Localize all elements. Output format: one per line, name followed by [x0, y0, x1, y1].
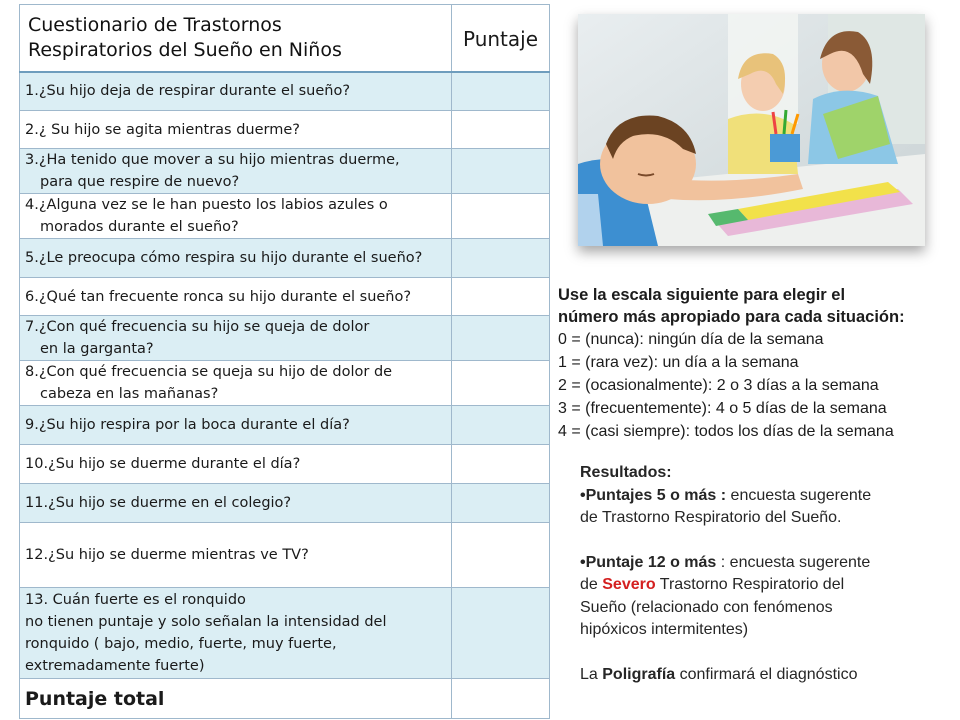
photo-illustration [578, 14, 925, 246]
score-cell-10[interactable] [452, 445, 550, 484]
score-cell-5[interactable] [452, 239, 550, 278]
questionnaire-table [19, 4, 550, 719]
question-8-line-1: 8.¿Con qué frecuencia se queja su hijo de dolor de [25, 364, 393, 380]
score-cell-6[interactable] [452, 278, 550, 316]
result-5-line-2: de Trastorno Respiratorio del Sueño. [580, 509, 842, 526]
question-13-line-2: no tienen puntaje y solo señalan la intensidad del [25, 614, 387, 630]
question-13-line-4: extremadamente fuerte) [25, 658, 205, 674]
title-line-2: Respiratorios del Sueño en Niños [28, 38, 342, 61]
question-9 [20, 406, 452, 445]
question-7 [20, 316, 452, 361]
scale-item-3: 3 = (frecuentemente): 4 o 5 días de la semana [558, 400, 887, 417]
results-heading: Resultados: [580, 464, 672, 481]
table-row [20, 239, 550, 278]
question-1 [20, 72, 452, 111]
question-5-text: 5.¿Le preocupa cómo respira su hijo durante el sueño? [25, 250, 423, 266]
confirmation-note [580, 664, 950, 687]
table-row [20, 523, 550, 588]
result-12-line-3: Sueño (relacionado con fenómenos [580, 598, 833, 616]
table-row [20, 361, 550, 406]
question-11 [20, 484, 452, 523]
score-cell-8[interactable] [452, 361, 550, 406]
question-3-line-2: para que respire de nuevo? [40, 174, 240, 190]
result-5-text: encuesta sugerente [726, 486, 872, 504]
result-12-post: Trastorno Respiratorio del [655, 576, 845, 593]
table-row [20, 149, 550, 194]
table-row [20, 194, 550, 239]
score-cell-9[interactable] [452, 406, 550, 445]
question-8-line-2: cabeza en las mañanas? [40, 386, 219, 402]
table-row [20, 406, 550, 445]
question-7-line-2: en la garganta? [40, 341, 154, 357]
severe-highlight: Severo [602, 576, 656, 593]
results-section [580, 462, 950, 686]
score-cell-4[interactable] [452, 194, 550, 239]
question-13-line-3: ronquido ( bajo, medio, fuerte, muy fuerte, [25, 636, 337, 652]
question-4-line-1: 4.¿Alguna vez se le han puesto los labios azules o [25, 197, 388, 213]
table-row [20, 278, 550, 316]
table-row [20, 588, 550, 679]
question-6 [20, 278, 452, 316]
children-sleeping-photo [578, 14, 925, 246]
question-4-line-2: morados durante el sueño? [40, 219, 239, 235]
questionnaire-title [20, 5, 452, 72]
question-13-line-1: 13. Cuán fuerte es el ronquido [25, 592, 246, 608]
polygraphy-term: Poligrafía [602, 665, 676, 683]
result-12-text: : encuesta sugerente [716, 553, 871, 571]
score-cell-11[interactable] [452, 484, 550, 523]
total-score-cell[interactable] [452, 679, 550, 719]
confirmation-post: confirmará el diagnóstico [675, 665, 858, 683]
question-10 [20, 445, 452, 484]
question-6-text: 6.¿Qué tan frecuente ronca su hijo durante el sueño? [25, 288, 412, 305]
question-3-line-1: 3.¿Ha tenido que mover a su hijo mientras duerme, [25, 152, 400, 168]
question-7-line-1: 7.¿Con qué frecuencia su hijo se queja de dolor [25, 319, 370, 335]
question-3 [20, 149, 452, 194]
score-cell-1[interactable] [452, 72, 550, 111]
table-header-row [20, 5, 550, 72]
table-row [20, 316, 550, 361]
question-8 [20, 361, 452, 406]
result-12-label: •Puntaje 12 o más [580, 553, 717, 571]
question-11-text: 11.¿Su hijo se duerme en el colegio? [25, 495, 292, 511]
title-line-1: Cuestionario de Trastornos [28, 13, 282, 36]
scale-item-0: 0 = (nunca): ningún día de la semana [558, 331, 824, 348]
total-row [20, 679, 550, 719]
score-cell-12[interactable] [452, 523, 550, 588]
total-label: Puntaje total [20, 679, 452, 719]
question-2 [20, 111, 452, 149]
question-10-text: 10.¿Su hijo se duerme durante el día? [25, 456, 301, 472]
scale-item-2: 2 = (ocasionalmente): 2 o 3 días a la semana [558, 377, 879, 394]
question-4 [20, 194, 452, 239]
score-column-header: Puntaje [452, 5, 550, 72]
table-row [20, 111, 550, 149]
score-cell-7[interactable] [452, 316, 550, 361]
question-2-text: 2.¿ Su hijo se agita mientras duerme? [25, 121, 300, 138]
table-row [20, 484, 550, 523]
question-5 [20, 239, 452, 278]
result-12-or-more [580, 552, 950, 575]
scale-item-4: 4 = (casi siempre): todos los días de la semana [558, 423, 894, 440]
scale-intro-line-2: número más apropiado para cada situación: [558, 308, 905, 326]
confirmation-pre: La [580, 665, 603, 683]
scale-intro-line-1: Use la escala siguiente para elegir el [558, 286, 846, 304]
result-5-or-more [580, 485, 950, 508]
result-12-pre: de [580, 576, 603, 593]
question-1-text: 1.¿Su hijo deja de respirar durante el sueño? [25, 83, 351, 100]
table-row [20, 72, 550, 111]
question-12-text: 12.¿Su hijo se duerme mientras ve TV? [25, 547, 309, 563]
table-row [20, 445, 550, 484]
score-cell-13[interactable] [452, 588, 550, 679]
result-5-label: •Puntajes 5 o más : [580, 486, 727, 504]
score-cell-3[interactable] [452, 149, 550, 194]
scale-instructions [558, 284, 958, 443]
scale-item-1: 1 = (rara vez): un día a la semana [558, 354, 799, 371]
score-cell-2[interactable] [452, 111, 550, 149]
result-12-line-4: hipóxicos intermitentes) [580, 621, 749, 638]
result-12-line-2 [580, 574, 950, 597]
question-9-text: 9.¿Su hijo respira por la boca durante el día? [25, 417, 350, 433]
question-13 [20, 588, 452, 679]
question-12 [20, 523, 452, 588]
